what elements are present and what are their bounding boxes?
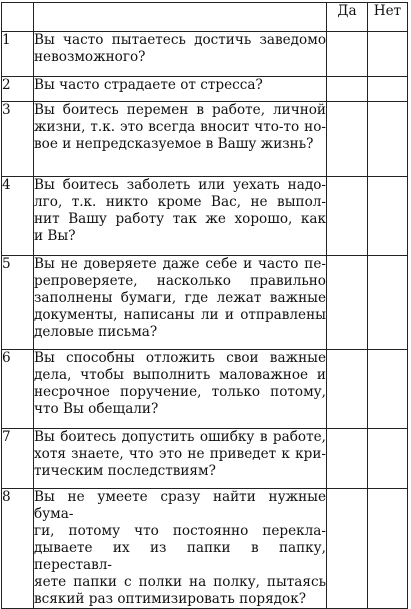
question-text — [34, 429, 327, 489]
row-number: 4 — [2, 177, 34, 256]
question-text — [34, 489, 327, 609]
answer-yes-cell[interactable] — [327, 489, 368, 609]
question-line: дела, чтобы выполнить маловажное и — [34, 367, 326, 383]
question-line: Вы боитесь допустить ошибку в работе, — [34, 429, 326, 445]
question-line: заполнены бумаги, где лежат важные — [34, 290, 326, 306]
question-line: тическим последствиям? — [34, 463, 216, 479]
question-line: и Вы? — [34, 228, 76, 244]
answer-yes-cell[interactable] — [327, 102, 368, 177]
question-line: ги, потому что постоянно перекла- — [34, 523, 326, 539]
header-no: Нет — [368, 3, 408, 32]
questionnaire-table — [1, 2, 408, 609]
question-line: нит Вашу работу так же хорошо, как — [34, 211, 326, 227]
table-row — [2, 77, 408, 102]
table-row — [2, 32, 408, 77]
header-num-cell — [2, 3, 34, 32]
answer-yes-cell[interactable] — [327, 32, 368, 77]
answer-no-cell[interactable] — [368, 429, 408, 489]
table-row — [2, 489, 408, 609]
question-line: документы, написаны ли и отправлены — [34, 307, 326, 323]
answer-yes-cell[interactable] — [327, 350, 368, 429]
answer-no-cell[interactable] — [368, 102, 408, 177]
question-text — [34, 256, 327, 350]
row-number: 2 — [2, 77, 34, 102]
header-row — [2, 3, 408, 32]
question-line: хотя знаете, что это не приведет к кри- — [34, 446, 326, 462]
question-line: дываете их из папки в папку, переставл- — [34, 540, 326, 573]
answer-no-cell[interactable] — [368, 489, 408, 609]
question-line: Вы способны отложить свои важные — [34, 350, 326, 366]
question-line: жизни, т.к. это всегда вносит что-то но- — [34, 119, 326, 135]
question-line: несрочное поручение, только потому, — [34, 384, 326, 400]
answer-yes-cell[interactable] — [327, 429, 368, 489]
question-line: что Вы обещали? — [34, 401, 159, 417]
answer-yes-cell[interactable] — [327, 256, 368, 350]
row-number: 1 — [2, 32, 34, 77]
answer-no-cell[interactable] — [368, 350, 408, 429]
row-number: 6 — [2, 350, 34, 429]
question-text — [34, 77, 327, 102]
row-number: 3 — [2, 102, 34, 177]
question-line: репроверяете, насколько правильно — [34, 273, 326, 289]
question-text — [34, 177, 327, 256]
row-number: 8 — [2, 489, 34, 609]
table-row — [2, 350, 408, 429]
row-number: 7 — [2, 429, 34, 489]
question-line: Вы не умеете сразу найти нужные бума- — [34, 489, 326, 522]
table-row — [2, 177, 408, 256]
question-text — [34, 32, 327, 77]
answer-no-cell[interactable] — [368, 177, 408, 256]
table-row — [2, 256, 408, 350]
question-line: Вы боитесь перемен в работе, личной — [34, 102, 326, 118]
question-line: всякий раз оптимизировать порядок? — [34, 591, 307, 607]
question-line: вое и непредсказуемое в Вашу жизнь? — [34, 136, 314, 152]
row-number: 5 — [2, 256, 34, 350]
question-line: яете папки с полки на полку, пытаясь — [34, 574, 326, 590]
answer-no-cell[interactable] — [368, 256, 408, 350]
answer-yes-cell[interactable] — [327, 177, 368, 256]
question-line: деловые письма? — [34, 324, 158, 340]
question-line: лго, т.к. никто кроме Вас, не выпол- — [34, 194, 326, 210]
header-yes: Да — [327, 3, 368, 32]
question-text — [34, 102, 327, 177]
table-row — [2, 429, 408, 489]
answer-no-cell[interactable] — [368, 77, 408, 102]
question-text — [34, 350, 327, 429]
answer-yes-cell[interactable] — [327, 77, 368, 102]
question-line: Вы не доверяете даже себе и часто пе- — [34, 256, 326, 272]
header-question-cell — [34, 3, 327, 32]
answer-no-cell[interactable] — [368, 32, 408, 77]
question-line: Вы часто страдаете от стресса? — [34, 77, 263, 93]
question-line: Вы часто пытаетесь достичь заведомо — [34, 32, 326, 48]
question-line: Вы боитесь заболеть или уехать надо- — [34, 177, 326, 193]
question-line: невозможного? — [34, 49, 146, 65]
table-row — [2, 102, 408, 177]
